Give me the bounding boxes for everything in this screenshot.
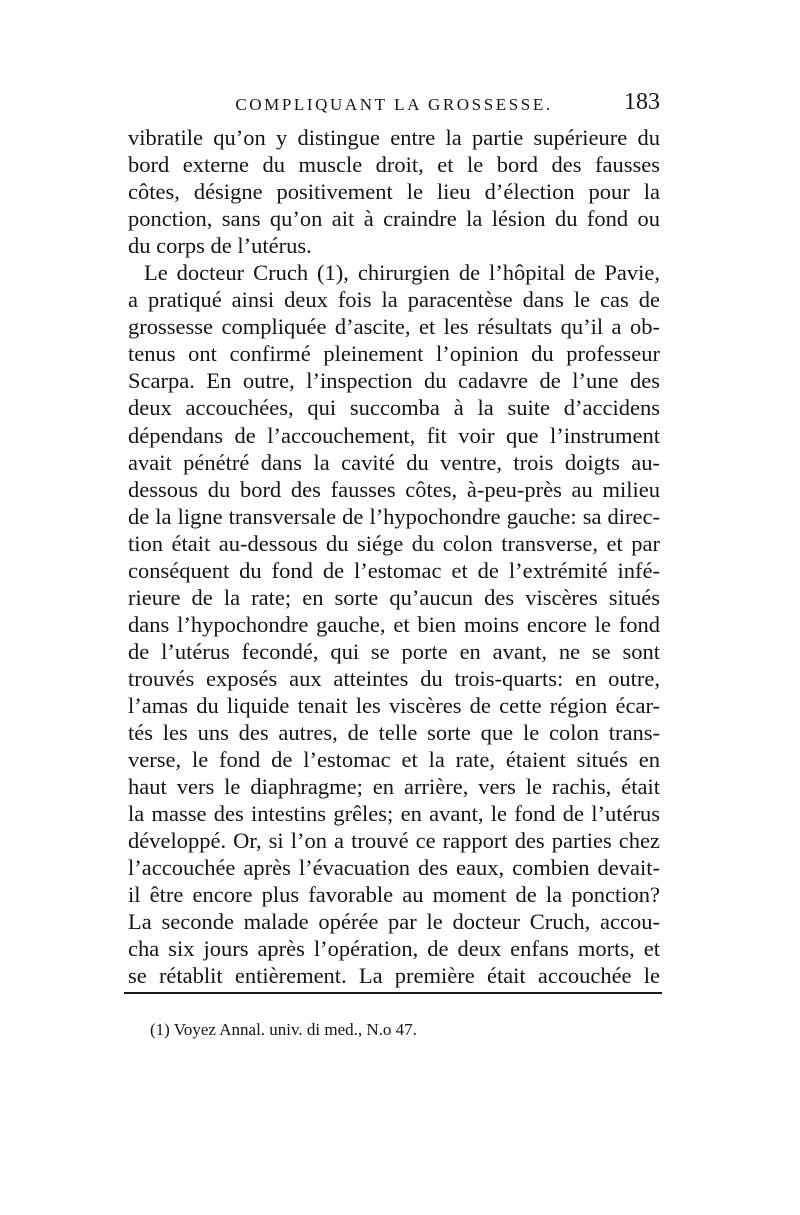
text-line: de l’utérus fecondé, qui se porte en avant, ne se sont (128, 638, 660, 664)
text-line: verse, le fond de l’estomac et la rate, étaient situés en (128, 747, 660, 773)
text-line: Le docteur Cruch (1), chirurgien de l’hôpital de Pavie, (144, 260, 660, 286)
text-line: tion était au-dessous du siége du colon transverse, et par (128, 530, 660, 556)
text-line: la masse des intestins grêles; en avant, le fond de l’utérus (128, 801, 660, 827)
text-line: de la ligne transversale de l’hypochondre gauche: sa direc- (128, 503, 660, 529)
text-line: deux accouchées, qui succomba à la suite d’accidens (128, 395, 660, 421)
text-line: développé. Or, si l’on a trouvé ce rapport des parties chez (128, 828, 660, 854)
text-line: dépendans de l’accouchement, fit voir que l’instrument (128, 422, 660, 448)
text-line: haut vers le diaphragme; en arrière, vers le rachis, était (128, 774, 660, 800)
text-line: se rétablit entièrement. La première était accouchée le (128, 963, 660, 989)
body-text (128, 124, 660, 990)
text-line: trouvés exposés aux atteintes du trois-quarts: en outre, (128, 665, 660, 691)
running-head (128, 89, 660, 118)
text-line: bord externe du muscle droit, et le bord des fausses (128, 152, 660, 178)
text-line: tenus ont confirmé pleinement l’opinion du professeur (128, 341, 660, 367)
text-line: l’amas du liquide tenait les viscères de cette région écar- (128, 692, 660, 718)
text-line: tés les uns des autres, de telle sorte que le colon trans- (128, 720, 660, 746)
text-line: côtes, désigne positivement le lieu d’élection pour la (128, 179, 660, 205)
text-line: ponction, sans qu’on ait à craindre la lésion du fond ou (128, 206, 660, 232)
text-line: dans l’hypochondre gauche, et bien moins encore le fond (128, 611, 660, 637)
text-line: dessous du bord des fausses côtes, à-peu-près au milieu (128, 476, 660, 502)
text-line: du corps de l’utérus. (128, 233, 312, 259)
text-line: l’accouchée après l’évacuation des eaux, combien devait- (128, 855, 660, 881)
text-line: conséquent du fond de l’estomac et de l’extrémité infé- (128, 557, 660, 583)
text-line: avait pénétré dans la cavité du ventre, trois doigts au- (128, 449, 660, 475)
footnote-rule (124, 992, 662, 994)
text-line: il être encore plus favorable au moment de la ponction? (128, 882, 660, 908)
text-line: rieure de la rate; en sorte qu’aucun des viscères situés (128, 584, 660, 610)
text-line: La seconde malade opérée par le docteur Cruch, accou- (128, 909, 660, 935)
text-line: vibratile qu’on y distingue entre la partie supérieure du (128, 125, 660, 150)
page-number: 183 (624, 89, 660, 115)
text-line: grossesse compliquée d’ascite, et les résultats qu’il a ob- (128, 314, 660, 340)
text-line: a pratiqué ainsi deux fois la paracentèse dans le cas de (128, 287, 660, 313)
text-line: Scarpa. En outre, l’inspection du cadavre de l’une des (128, 368, 660, 394)
text-line: cha six jours après l’opération, de deux enfans morts, et (128, 936, 660, 962)
running-title: COMPLIQUANT LA GROSSESSE. (235, 95, 553, 114)
footnote: (1) Voyez Annal. univ. di med., N.o 47. (150, 1020, 417, 1039)
